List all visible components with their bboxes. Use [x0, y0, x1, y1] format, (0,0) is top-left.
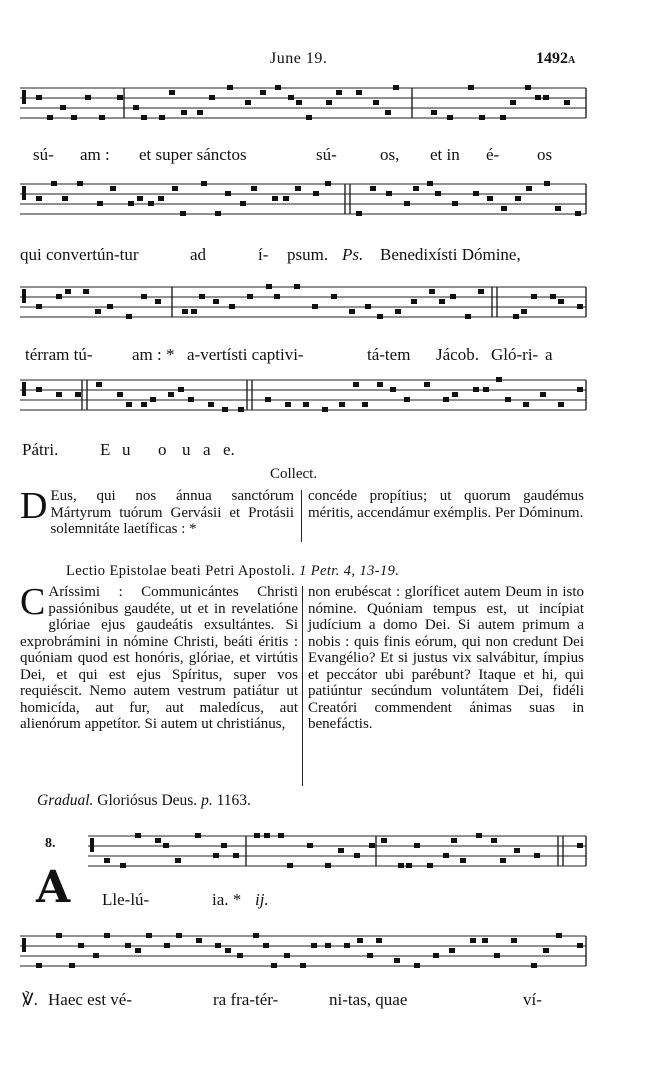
neume	[491, 838, 497, 843]
neume	[164, 943, 170, 948]
neume	[148, 201, 154, 206]
neume	[213, 299, 219, 304]
syllable: Lle-lú-	[102, 890, 150, 909]
neume	[500, 858, 506, 863]
neume	[550, 294, 556, 299]
syllable: é-	[486, 145, 500, 164]
syllable: ij.	[255, 890, 269, 909]
neume	[526, 186, 532, 191]
syllable: os,	[380, 145, 400, 164]
neume	[414, 963, 420, 968]
neume	[534, 853, 540, 858]
neume	[197, 110, 203, 115]
neume	[56, 933, 62, 938]
syllable: et super sánctos	[139, 145, 247, 164]
clef	[22, 289, 26, 303]
neume	[83, 289, 89, 294]
neume	[577, 304, 583, 309]
neume	[60, 105, 66, 110]
chant-lyrics-1	[0, 145, 669, 167]
neume	[169, 90, 175, 95]
clef	[22, 186, 26, 200]
neume	[188, 397, 194, 402]
neume	[447, 115, 453, 120]
neume	[209, 95, 215, 100]
neume	[390, 387, 396, 392]
neume	[36, 963, 42, 968]
syllable: tá-tem	[367, 345, 411, 364]
neume	[367, 953, 373, 958]
neume	[468, 85, 474, 90]
neume	[513, 314, 519, 319]
neume	[120, 863, 126, 868]
neume	[247, 294, 253, 299]
neume	[470, 938, 476, 943]
neume	[117, 392, 123, 397]
syllable: u	[182, 440, 191, 459]
neume	[215, 211, 221, 216]
neume	[411, 299, 417, 304]
neume	[443, 397, 449, 402]
neume	[77, 181, 83, 186]
neume	[191, 309, 197, 314]
lectio-right-column	[308, 584, 584, 733]
syllable: et in	[430, 145, 460, 164]
neume	[287, 863, 293, 868]
neume	[385, 110, 391, 115]
neume	[141, 294, 147, 299]
neume	[515, 196, 521, 201]
neume	[373, 100, 379, 105]
neume	[307, 843, 313, 848]
neume	[274, 294, 280, 299]
collect-heading: Collect.	[270, 466, 318, 482]
neume	[126, 314, 132, 319]
chant-lyrics-5	[0, 890, 669, 912]
neume	[312, 304, 318, 309]
syllable: sú-	[316, 145, 337, 164]
syllable: o	[158, 440, 167, 459]
neume	[452, 392, 458, 397]
neume	[473, 387, 479, 392]
collect-divider	[301, 490, 302, 542]
chant-lyrics-2	[0, 245, 669, 267]
neume	[69, 963, 75, 968]
neume	[296, 100, 302, 105]
neume	[398, 863, 404, 868]
neume	[300, 963, 306, 968]
neume	[479, 115, 485, 120]
clef	[22, 382, 26, 396]
neume	[510, 100, 516, 105]
syllable: psum.	[287, 245, 329, 264]
neume	[465, 314, 471, 319]
neume	[36, 196, 42, 201]
neume	[253, 933, 259, 938]
neume	[107, 304, 113, 309]
neume	[353, 382, 359, 387]
neume	[283, 196, 289, 201]
neume	[251, 186, 257, 191]
neume	[356, 90, 362, 95]
neume	[395, 309, 401, 314]
neume	[178, 387, 184, 392]
neume	[126, 402, 132, 407]
chant-lyrics-4	[0, 440, 669, 462]
neume	[478, 289, 484, 294]
neume	[227, 85, 233, 90]
syllable: Ps.	[342, 245, 364, 264]
neume	[294, 284, 300, 289]
neume	[158, 196, 164, 201]
neume	[196, 938, 202, 943]
neume	[362, 402, 368, 407]
alleluia-initial: A	[36, 862, 71, 913]
neume	[78, 943, 84, 948]
syllable: a	[203, 440, 211, 459]
neume	[225, 191, 231, 196]
neume	[221, 843, 227, 848]
neume	[370, 186, 376, 191]
syllable: ni-tas, quae	[329, 990, 408, 1009]
neume	[96, 382, 102, 387]
neume	[47, 115, 53, 120]
neume	[36, 304, 42, 309]
neume	[406, 863, 412, 868]
neume	[325, 943, 331, 948]
syllable: Benedixísti Dómine,	[380, 245, 521, 264]
syllable: ia. *	[212, 890, 242, 909]
neume	[377, 314, 383, 319]
syllable: u	[122, 440, 131, 459]
syllable: qui convertún-tur	[20, 245, 139, 264]
neume	[133, 105, 139, 110]
neume	[266, 284, 272, 289]
lectio-dropcap: C	[20, 581, 46, 623]
neume	[505, 397, 511, 402]
neume	[473, 191, 479, 196]
syllable: am : *	[132, 345, 175, 364]
chant-staff-2	[0, 174, 669, 230]
neume	[523, 402, 529, 407]
neume	[429, 289, 435, 294]
neume	[331, 294, 337, 299]
neume	[544, 181, 550, 186]
neume	[357, 938, 363, 943]
syllable: a	[545, 345, 553, 364]
neume	[150, 397, 156, 402]
neume	[577, 943, 583, 948]
neume	[377, 382, 383, 387]
syllable: Pátri.	[22, 440, 59, 459]
neume	[349, 309, 355, 314]
neume	[558, 402, 564, 407]
neume	[213, 853, 219, 858]
syllable: sú-	[33, 145, 54, 164]
syllable: í-	[258, 245, 269, 264]
neume	[511, 938, 517, 943]
gradual-reference: Gradual. Gloriósus Deus. p. 1163.	[37, 792, 251, 809]
neume	[272, 196, 278, 201]
chant-staff-1	[0, 78, 669, 134]
neume	[85, 95, 91, 100]
neume	[525, 85, 531, 90]
syllable: ℣.	[22, 990, 38, 1009]
neume	[326, 100, 332, 105]
neume	[240, 201, 246, 206]
neume	[117, 95, 123, 100]
neume	[288, 95, 294, 100]
neume	[175, 858, 181, 863]
neume	[141, 402, 147, 407]
syllable: am :	[80, 145, 110, 164]
neume	[451, 838, 457, 843]
neume	[93, 953, 99, 958]
syllable: E	[100, 440, 111, 459]
neume	[172, 186, 178, 191]
syllable: os	[537, 145, 553, 164]
neume	[245, 100, 251, 105]
neume	[180, 211, 186, 216]
neume	[260, 90, 266, 95]
neume	[97, 201, 103, 206]
neume	[125, 943, 131, 948]
neume	[435, 191, 441, 196]
syllable: Jácob.	[436, 345, 479, 364]
neume	[285, 402, 291, 407]
neume	[51, 181, 57, 186]
neume	[265, 397, 271, 402]
neume	[427, 863, 433, 868]
neume	[128, 201, 134, 206]
clef	[22, 90, 26, 104]
neume	[254, 833, 260, 838]
neume	[322, 407, 328, 412]
neume	[344, 943, 350, 948]
neume	[431, 110, 437, 115]
neume	[325, 181, 331, 186]
lectio-left-column	[20, 581, 298, 733]
neume	[514, 848, 520, 853]
neume	[494, 953, 500, 958]
neume	[356, 211, 362, 216]
clef	[22, 938, 26, 952]
neume	[168, 392, 174, 397]
neume	[195, 833, 201, 838]
neume	[110, 186, 116, 191]
neume	[427, 181, 433, 186]
neume	[558, 299, 564, 304]
collect-left-column	[20, 485, 294, 538]
syllable: Gló-ri-	[491, 345, 539, 364]
neume	[271, 963, 277, 968]
syllable: a-vertísti captivi-	[187, 345, 304, 364]
neume	[99, 115, 105, 120]
collect-right-column	[308, 488, 584, 521]
neume	[278, 833, 284, 838]
neume	[229, 304, 235, 309]
lectio-reference: 1 Petr. 4, 13-19.	[299, 563, 400, 579]
neume	[439, 299, 445, 304]
neume	[365, 304, 371, 309]
neume	[65, 289, 71, 294]
neume	[394, 958, 400, 963]
syllable: Haec est vé-	[48, 990, 133, 1009]
neume	[483, 387, 489, 392]
page-date-title: June 19.	[270, 50, 328, 67]
neume	[146, 933, 152, 938]
neume	[577, 843, 583, 848]
neume	[56, 392, 62, 397]
chant-staff-3	[0, 277, 669, 333]
lectio-heading: Lectio Epistolae beati Petri Apostoli. 1 Petr. 4, 13-19.	[66, 563, 400, 579]
neume	[449, 948, 455, 953]
neume	[450, 294, 456, 299]
neume	[137, 196, 143, 201]
neume	[176, 933, 182, 938]
neume	[521, 309, 527, 314]
neume	[535, 95, 541, 100]
neume	[369, 843, 375, 848]
neume	[311, 943, 317, 948]
neume	[181, 110, 187, 115]
neume	[575, 211, 581, 216]
lectio-right-text: non erubéscat : gloríficet autem Deum in isto nómine. Quóniam tempus est, ut incípiat judícium a domo Dei. Si autem primum a nobis : quis finis eórum, qui non credunt Dei Evangélio? Et si justus vix salvábitur, ímpius et peccátor ubi parébunt? Itaque et hi, qui patiúntur secúndum voluntátem Dei, fidéli Creatóri commendent ánimas suas in benefáctis.	[308, 584, 584, 732]
neume	[555, 206, 561, 211]
neume	[104, 858, 110, 863]
neume	[376, 938, 382, 943]
collect-right-text: concéde propítius; ut quorum gaudémus méritis, accendámur exémplis. Per Dóminum.	[308, 488, 584, 521]
neume	[452, 201, 458, 206]
neume	[336, 90, 342, 95]
clef	[90, 838, 94, 852]
chant-staff-5	[0, 826, 669, 882]
neume	[404, 397, 410, 402]
syllable: ví-	[523, 990, 542, 1009]
neume	[543, 948, 549, 953]
chant-lyrics-6	[0, 990, 669, 1012]
neume	[306, 115, 312, 120]
syllable: térram tú-	[25, 345, 93, 364]
neume	[531, 294, 537, 299]
neume	[543, 95, 549, 100]
chant-lyrics-3	[0, 345, 669, 367]
neume	[135, 833, 141, 838]
neume	[413, 186, 419, 191]
neume	[264, 833, 270, 838]
syllable: ad	[190, 245, 207, 264]
neume	[284, 953, 290, 958]
neume	[531, 963, 537, 968]
neume	[201, 181, 207, 186]
neume	[414, 843, 420, 848]
neume	[433, 953, 439, 958]
neume	[225, 948, 231, 953]
neume	[295, 186, 301, 191]
page-number: 1492A	[536, 50, 576, 67]
neume	[275, 85, 281, 90]
neume	[540, 392, 546, 397]
neume	[354, 853, 360, 858]
neume	[501, 206, 507, 211]
neume	[386, 191, 392, 196]
collect-left-text: Eus, qui nos ánnua sanctórum Mártyrum tuórum Gervásii et Protásii solemnitáte laetíficas : *	[50, 488, 294, 537]
neume	[233, 853, 239, 858]
neume	[155, 299, 161, 304]
neume	[62, 196, 68, 201]
neume	[476, 833, 482, 838]
neume	[238, 407, 244, 412]
page-header	[0, 50, 669, 72]
neume	[339, 402, 345, 407]
chant-staff-4	[0, 370, 669, 426]
neume	[381, 838, 387, 843]
neume	[163, 843, 169, 848]
neume	[487, 196, 493, 201]
neume	[577, 387, 583, 392]
neume	[500, 115, 506, 120]
neume	[325, 863, 331, 868]
neume	[564, 100, 570, 105]
chant-staff-6	[0, 926, 669, 982]
neume	[141, 115, 147, 120]
neume	[482, 938, 488, 943]
neume	[56, 294, 62, 299]
neume	[393, 85, 399, 90]
syllable: ra fra-tér-	[213, 990, 279, 1009]
neume	[104, 933, 110, 938]
neume	[424, 382, 430, 387]
neume	[95, 309, 101, 314]
neume	[404, 201, 410, 206]
neume	[338, 848, 344, 853]
neume	[36, 95, 42, 100]
neume	[75, 392, 81, 397]
neume	[263, 943, 269, 948]
mode-number: 8.	[45, 836, 56, 851]
neume	[303, 402, 309, 407]
neume	[155, 838, 161, 843]
neume	[443, 853, 449, 858]
neume	[237, 953, 243, 958]
neume	[460, 858, 466, 863]
neume	[135, 948, 141, 953]
neume	[199, 294, 205, 299]
neume	[215, 943, 221, 948]
neume	[313, 191, 319, 196]
neume	[208, 402, 214, 407]
neume	[182, 309, 188, 314]
neume	[36, 387, 42, 392]
lectio-divider	[302, 586, 303, 786]
syllable: e.	[223, 440, 235, 459]
neume	[222, 407, 228, 412]
lectio-left-text: Aríssimi : Communicántes Christi passiónibus gaudéte, ut et in revelatióne glóriae ejus gaudeátis exsultántes. Si exprobrámini in nómine Christi, beáti éritis : quóniam quod est honóris, glóriae, et virtútis Dei, et qui est ejus Spíritus, super vos requiéscit. Nemo autem vestrum patiátur ut homicída, aut fur, aut maledícus, aut alienórum appetítor. Si autem ut christiánus,	[20, 584, 298, 732]
neume	[496, 377, 502, 382]
neume	[556, 933, 562, 938]
collect-dropcap: D	[20, 485, 48, 527]
neume	[71, 115, 77, 120]
neume	[159, 115, 165, 120]
